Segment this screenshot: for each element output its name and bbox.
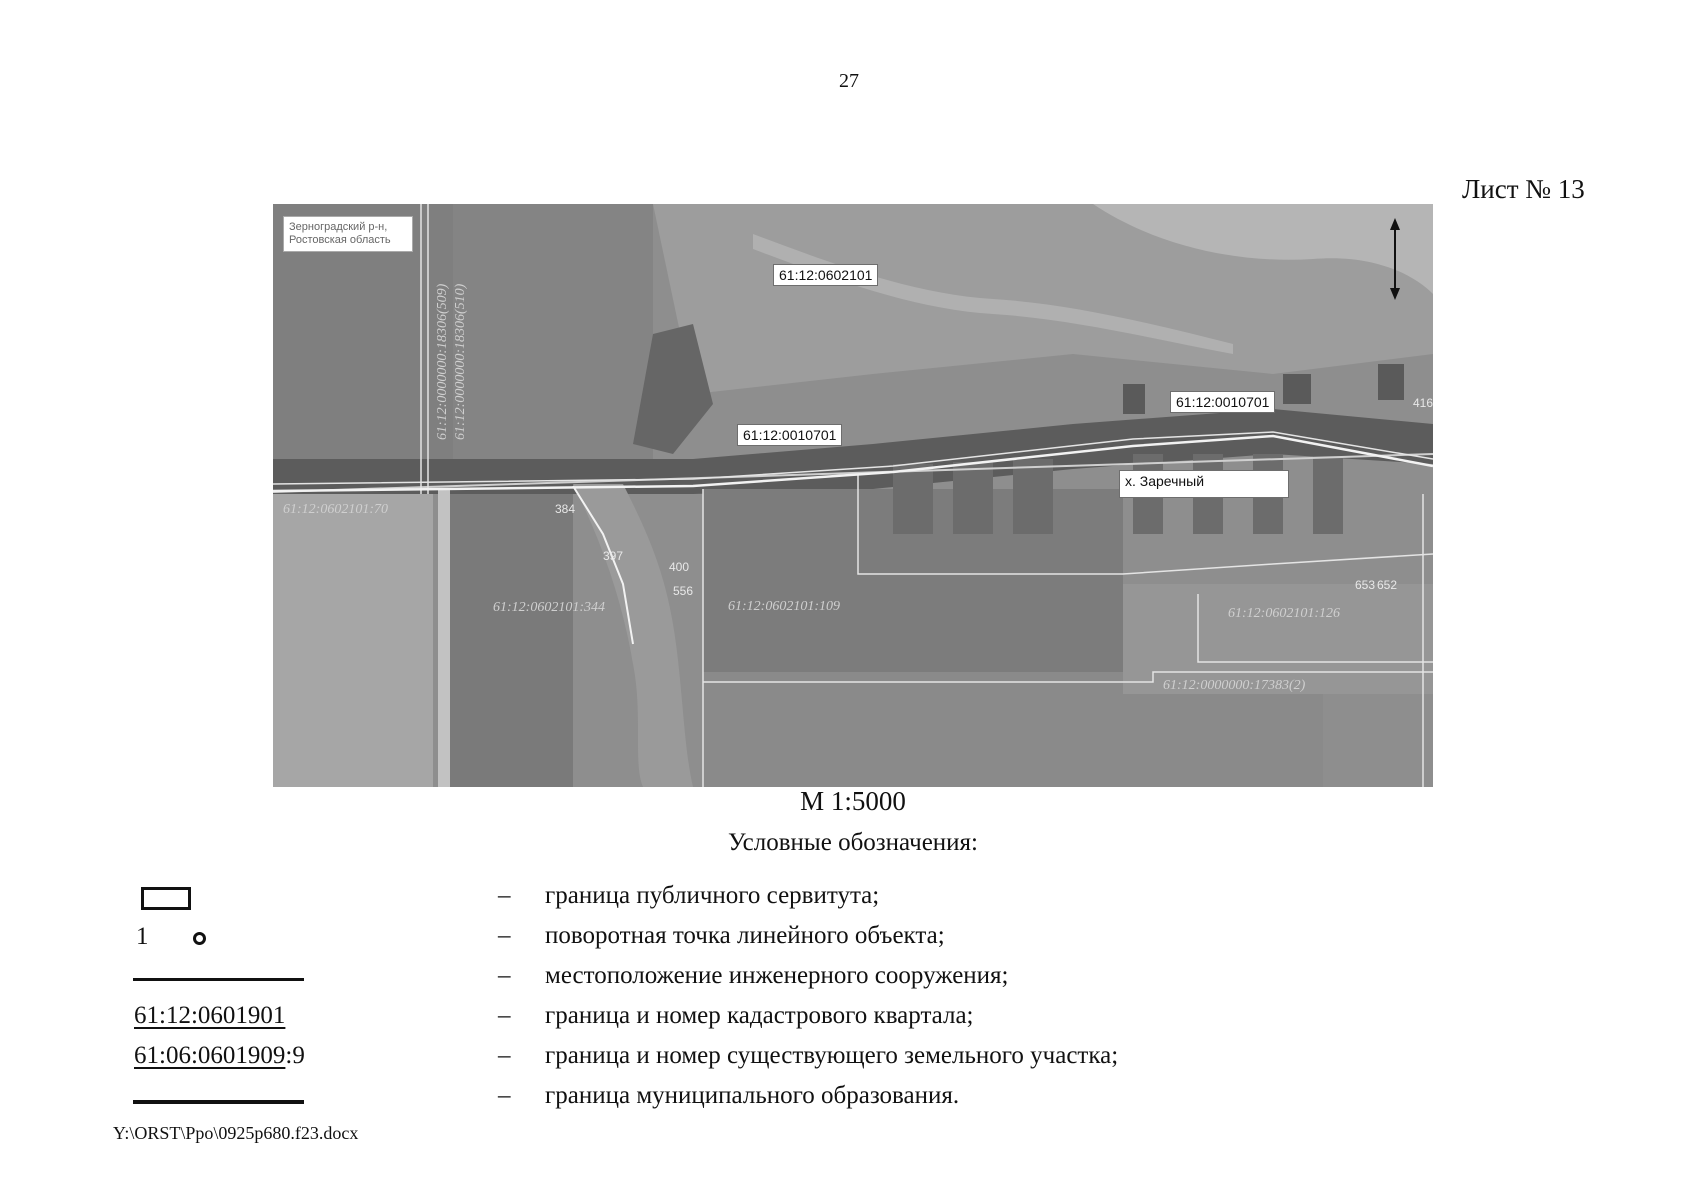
point-number: 384 [555, 502, 576, 516]
north-arrow-icon [1385, 214, 1405, 304]
scale-label: М 1:5000 [800, 786, 906, 816]
thin-line-icon [133, 978, 304, 981]
point-number: 652 [1377, 578, 1398, 592]
cadastral-map [273, 204, 1433, 787]
file-path: Y:\ORST\Ppo\0925p680.f23.docx [113, 1123, 359, 1143]
legend-dash: – [498, 1042, 511, 1069]
point-number-sample: 1 [136, 923, 149, 950]
plot-number-sample [134, 1042, 305, 1070]
quarter-number-sample: 61:12:0601901 [134, 1002, 286, 1029]
rectangle-outline-icon [141, 887, 191, 910]
point-number: 416 [1413, 396, 1433, 410]
turning-point-icon [193, 932, 206, 945]
legend-symbol [126, 920, 426, 956]
parcel-label: 61:12:0000000:18306(510) [453, 283, 468, 440]
parcel-label: 61:12:0602101:70 [283, 502, 388, 517]
legend-item [118, 1000, 1418, 1036]
thick-line-icon [133, 1100, 304, 1104]
legend-dash: – [498, 882, 511, 909]
legend-item [118, 1080, 1418, 1116]
plot-number-underlined: 61:06:0601909 [134, 1042, 286, 1069]
parcel-label: 61:12:0602101:109 [728, 599, 840, 614]
quarter-label: 61:12:0010701 [737, 424, 842, 446]
plot-number-suffix: :9 [285, 1042, 305, 1069]
legend-item [118, 920, 1418, 956]
legend-symbol [126, 1000, 426, 1036]
legend-description: граница и номер существующего земельного участка; [545, 1042, 1119, 1069]
legend-item [118, 1040, 1418, 1076]
legend-dash: – [498, 922, 511, 949]
page-number: 27 [839, 70, 859, 92]
legend-symbol [126, 960, 426, 996]
region-label: Зерноградский р-н, Ростовская область [283, 216, 413, 252]
legend-dash: – [498, 962, 511, 989]
quarter-label: 61:12:0602101 [773, 264, 878, 286]
point-number: 400 [669, 560, 690, 574]
point-number: 397 [603, 549, 624, 563]
parcel-label: 61:12:0602101:126 [1228, 606, 1340, 621]
legend-description: местоположение инженерного сооружения; [545, 962, 1009, 989]
settlement-label: х. Заречный [1119, 470, 1289, 498]
legend-dash: – [498, 1082, 511, 1109]
legend-item [118, 880, 1418, 916]
legend-symbol [126, 1080, 426, 1116]
parcel-label: 61:12:0000000:18306(509) [435, 283, 450, 440]
legend-description: поворотная точка линейного объекта; [545, 922, 945, 949]
legend-title: Условные обозначения: [727, 829, 979, 856]
parcel-label: 61:12:0602101:344 [493, 600, 605, 615]
legend-description: граница муниципального образования. [545, 1082, 960, 1109]
sheet-label: Лист № 13 [1462, 174, 1585, 204]
point-number: 556 [673, 584, 694, 598]
legend-dash: – [498, 1002, 511, 1029]
legend-description: граница и номер кадастрового квартала; [545, 1002, 974, 1029]
legend-symbol [126, 880, 426, 916]
legend-symbol [126, 1040, 426, 1076]
legend-description: граница публичного сервитута; [545, 882, 880, 909]
quarter-label: 61:12:0010701 [1170, 391, 1275, 413]
legend-item [118, 960, 1418, 996]
parcel-label: 61:12:0000000:17383(2) [1163, 678, 1306, 693]
point-number: 653 [1355, 578, 1376, 592]
